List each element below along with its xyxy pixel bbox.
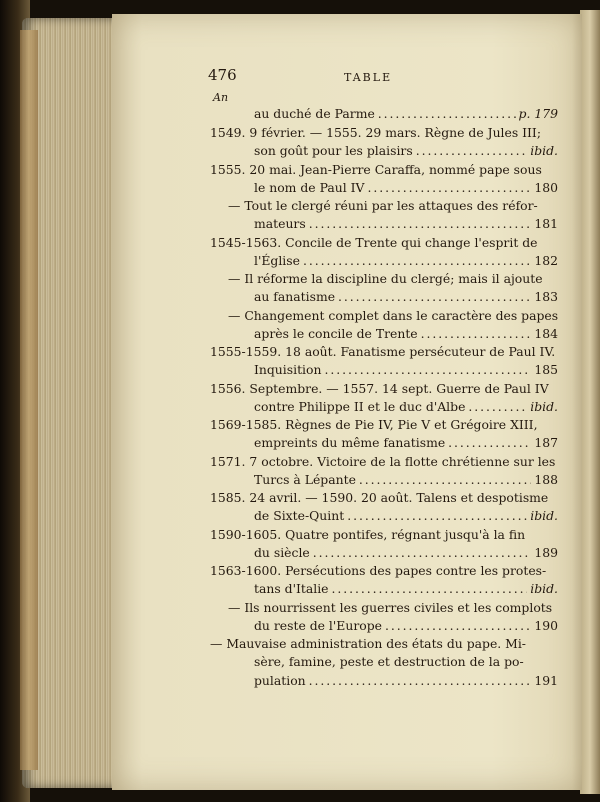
toc-line: du reste de l'Europe . . . 190 bbox=[254, 618, 558, 634]
toc-line: du siècle . . . 189 bbox=[254, 545, 558, 561]
toc-line: contre Philippe II et le duc d'Albe . . . ibid. bbox=[254, 399, 558, 415]
toc-line: au duché de Parme . . . p. 179 bbox=[254, 106, 558, 122]
toc-line: sère, famine, peste et destruction de la po- bbox=[254, 654, 524, 669]
toc-line: après le concile de Trente . . . 184 bbox=[254, 326, 558, 342]
toc-line: 1549. 9 février. — 1555. 29 mars. Règne de Jules III; bbox=[210, 125, 541, 140]
toc-line: tans d'Italie . . . ibid. bbox=[254, 581, 558, 597]
toc-line: — Tout le clergé réuni par les attaques des réfor- bbox=[228, 198, 538, 213]
toc-line: Inquisition . . . 185 bbox=[254, 362, 558, 378]
toc-line: le nom de Paul IV . . . 180 bbox=[254, 180, 558, 196]
right-page-edge bbox=[580, 10, 600, 794]
toc-line: de Sixte-Quint . . . ibid. bbox=[254, 508, 558, 524]
toc-line: 1563-1600. Persécutions des papes contre les protes- bbox=[210, 563, 547, 578]
toc-line: 1555-1559. 18 août. Fanatisme persécuteur de Paul IV. bbox=[210, 344, 556, 359]
toc-line: 1545-1563. Concile de Trente qui change l'esprit de bbox=[210, 235, 538, 250]
toc-line: — Il réforme la discipline du clergé; mais il ajoute bbox=[228, 271, 543, 286]
toc-line: — Ils nourrissent les guerres civiles et les complots bbox=[228, 600, 553, 615]
toc-line: mateurs . . . 181 bbox=[254, 216, 558, 232]
toc-line: 1555. 20 mai. Jean-Pierre Caraffa, nommé pape sous bbox=[210, 162, 542, 177]
cover-edge bbox=[20, 30, 38, 770]
toc-line: — Changement complet dans le caractère des papes bbox=[228, 308, 559, 323]
toc-line: empreints du même fanatisme . . . 187 bbox=[254, 435, 558, 451]
toc-line: pulation . . . 191 bbox=[254, 673, 558, 689]
toc-line: 1556. Septembre. — 1557. 14 sept. Guerre de Paul IV bbox=[210, 381, 549, 396]
toc-line: au fanatisme . . . 183 bbox=[254, 289, 558, 305]
toc-line: 1590-1605. Quatre pontifes, régnant jusqu'à la fin bbox=[210, 527, 526, 542]
toc-line: 1569-1585. Règnes de Pie IV, Pie V et Grégoire XIII, bbox=[210, 417, 538, 432]
catchword: An bbox=[213, 91, 229, 104]
toc-line: 1585. 24 avril. — 1590. 20 août. Talens et despotisme bbox=[210, 490, 549, 505]
page-number: 476 bbox=[208, 66, 237, 84]
running-header: TABLE bbox=[344, 71, 393, 84]
toc-line: Turcs à Lépante . . . 188 bbox=[254, 472, 558, 488]
toc-line: 1571. 7 octobre. Victoire de la flotte chrétienne sur les bbox=[210, 454, 556, 469]
toc-line: — Mauvaise administration des états du pape. Mi- bbox=[210, 636, 526, 651]
toc-line: l'Église . . . 182 bbox=[254, 253, 558, 269]
toc-line: son goût pour les plaisirs . . . ibid. bbox=[254, 143, 558, 159]
